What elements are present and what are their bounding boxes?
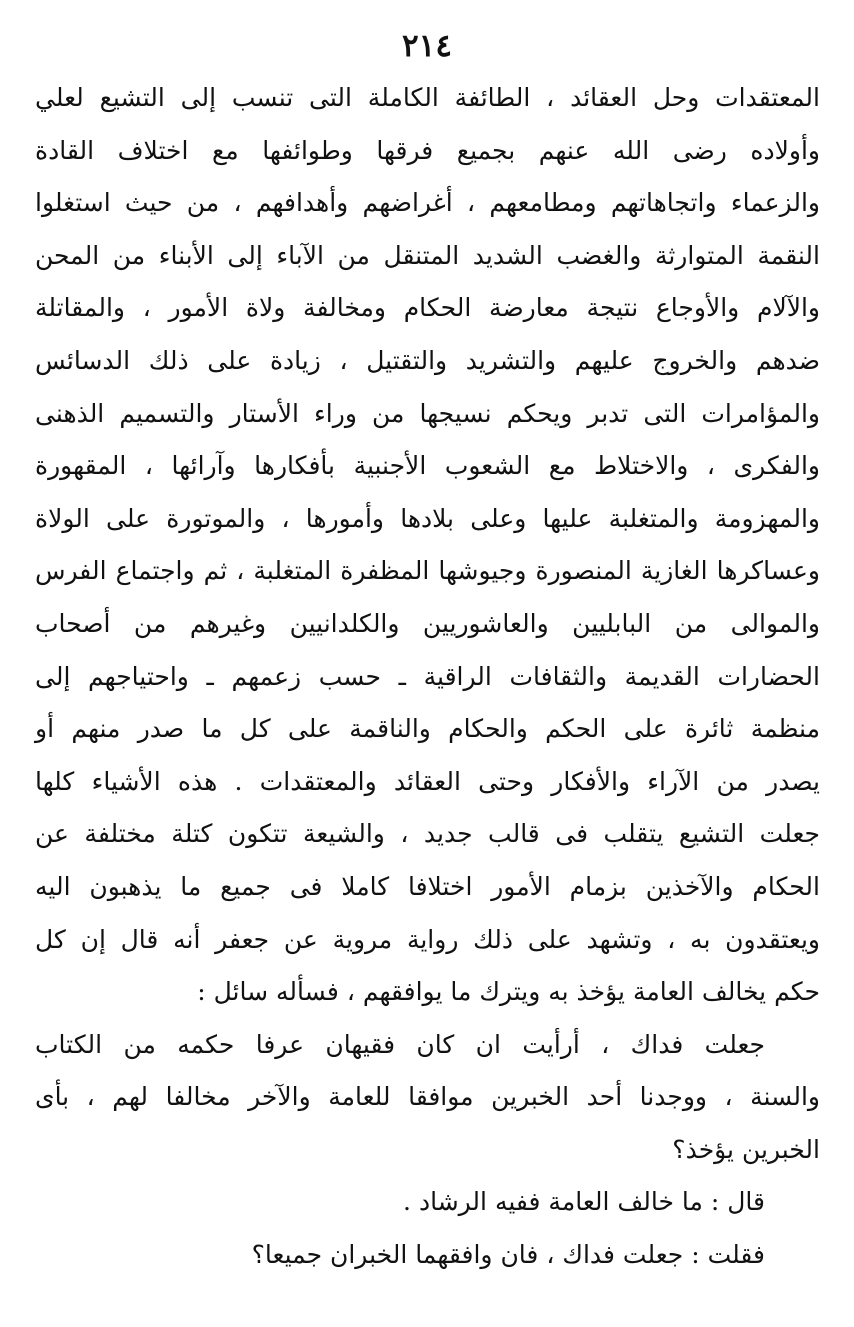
quote-line: الخبرين يؤخذ؟	[672, 1134, 820, 1164]
text-line: الحكام والآخذين بزمام الأمور اختلافا كاملا فى جميع ما يذهبون اليه	[35, 871, 820, 901]
question-line: فقلت : جعلت فداك ، فان وافقهما الخبران جميعا؟	[251, 1240, 765, 1270]
text-line: ويعتقدون به ، وتشهد على ذلك رواية مروية عن جعفر أنه قال إن كل	[35, 924, 820, 954]
answer-line: قال : ما خالف العامة ففيه الرشاد .	[403, 1187, 765, 1217]
text-line: الحضارات القديمة والثقافات الراقية ـ حسب زعمهم ـ واحتياجهم إلى	[35, 661, 820, 691]
quote-line: والسنة ، ووجدنا أحد الخبرين موافقا للعامة والآخر مخالفا لهم ، بأى	[35, 1082, 820, 1112]
text-line: والمؤامرات التى تدبر ويحكم نسيجها من وراء الأستار والتسميم الذهنى	[35, 398, 820, 428]
text-line: وعساكرها الغازية المنصورة وجيوشها المظفرة المتغلبة ، ثم واجتماع الفرس	[35, 556, 820, 586]
text-line: منظمة ثائرة على الحكم والحكام والناقمة على كل ما صدر منهم أو	[35, 714, 820, 744]
page-number: ٢١٤	[402, 28, 452, 64]
text-line: والمهزومة والمتغلبة عليها وعلى بلادها وأمورها ، والموتورة على الولاة	[35, 503, 820, 533]
text-line: والموالى من البابليين والعاشوريين والكلدانيين وغيرهم من أصحاب	[35, 608, 820, 638]
text-line: يصدر من الآراء والأفكار وحتى العقائد والمعتقدات . هذه الأشياء كلها	[35, 766, 820, 796]
text-line: والآلام والأوجاع نتيجة معارضة الحكام ومخالفة ولاة الأمور ، والمقاتلة	[35, 293, 820, 323]
text-line: وأولاده رضى الله عنهم بجميع فرقها وطوائفها مع اختلاف القادة	[35, 135, 820, 165]
body-text	[35, 72, 820, 1282]
text-line: النقمة المتوارثة والغضب الشديد المتنقل من الآباء إلى الأبناء من المحن	[35, 240, 820, 270]
text-line: المعتقدات وحل العقائد ، الطائفة الكاملة التى تنسب إلى التشيع لعلي	[35, 83, 820, 112]
text-line: حكم يخالف العامة يؤخذ به ويترك ما يوافقهم ، فسأله سائل :	[197, 977, 820, 1007]
quote-line: جعلت فداك ، أرأيت ان كان فقيهان عرفا حكمه من الكتاب	[35, 1029, 765, 1059]
text-line: ضدهم والخروج عليهم والتشريد والتقتيل ، زيادة على ذلك الدسائس	[35, 345, 820, 375]
text-line: والزعماء واتجاهاتهم ومطامعهم ، أغراضهم وأهدافهم ، من حيث استغلوا	[35, 188, 820, 218]
text-line: والفكرى ، والاختلاط مع الشعوب الأجنبية بأفكارها وآرائها ، المقهورة	[35, 451, 820, 481]
text-line: جعلت التشيع يتقلب فى قالب جديد ، والشيعة تتكون كتلة مختلفة عن	[35, 819, 820, 849]
